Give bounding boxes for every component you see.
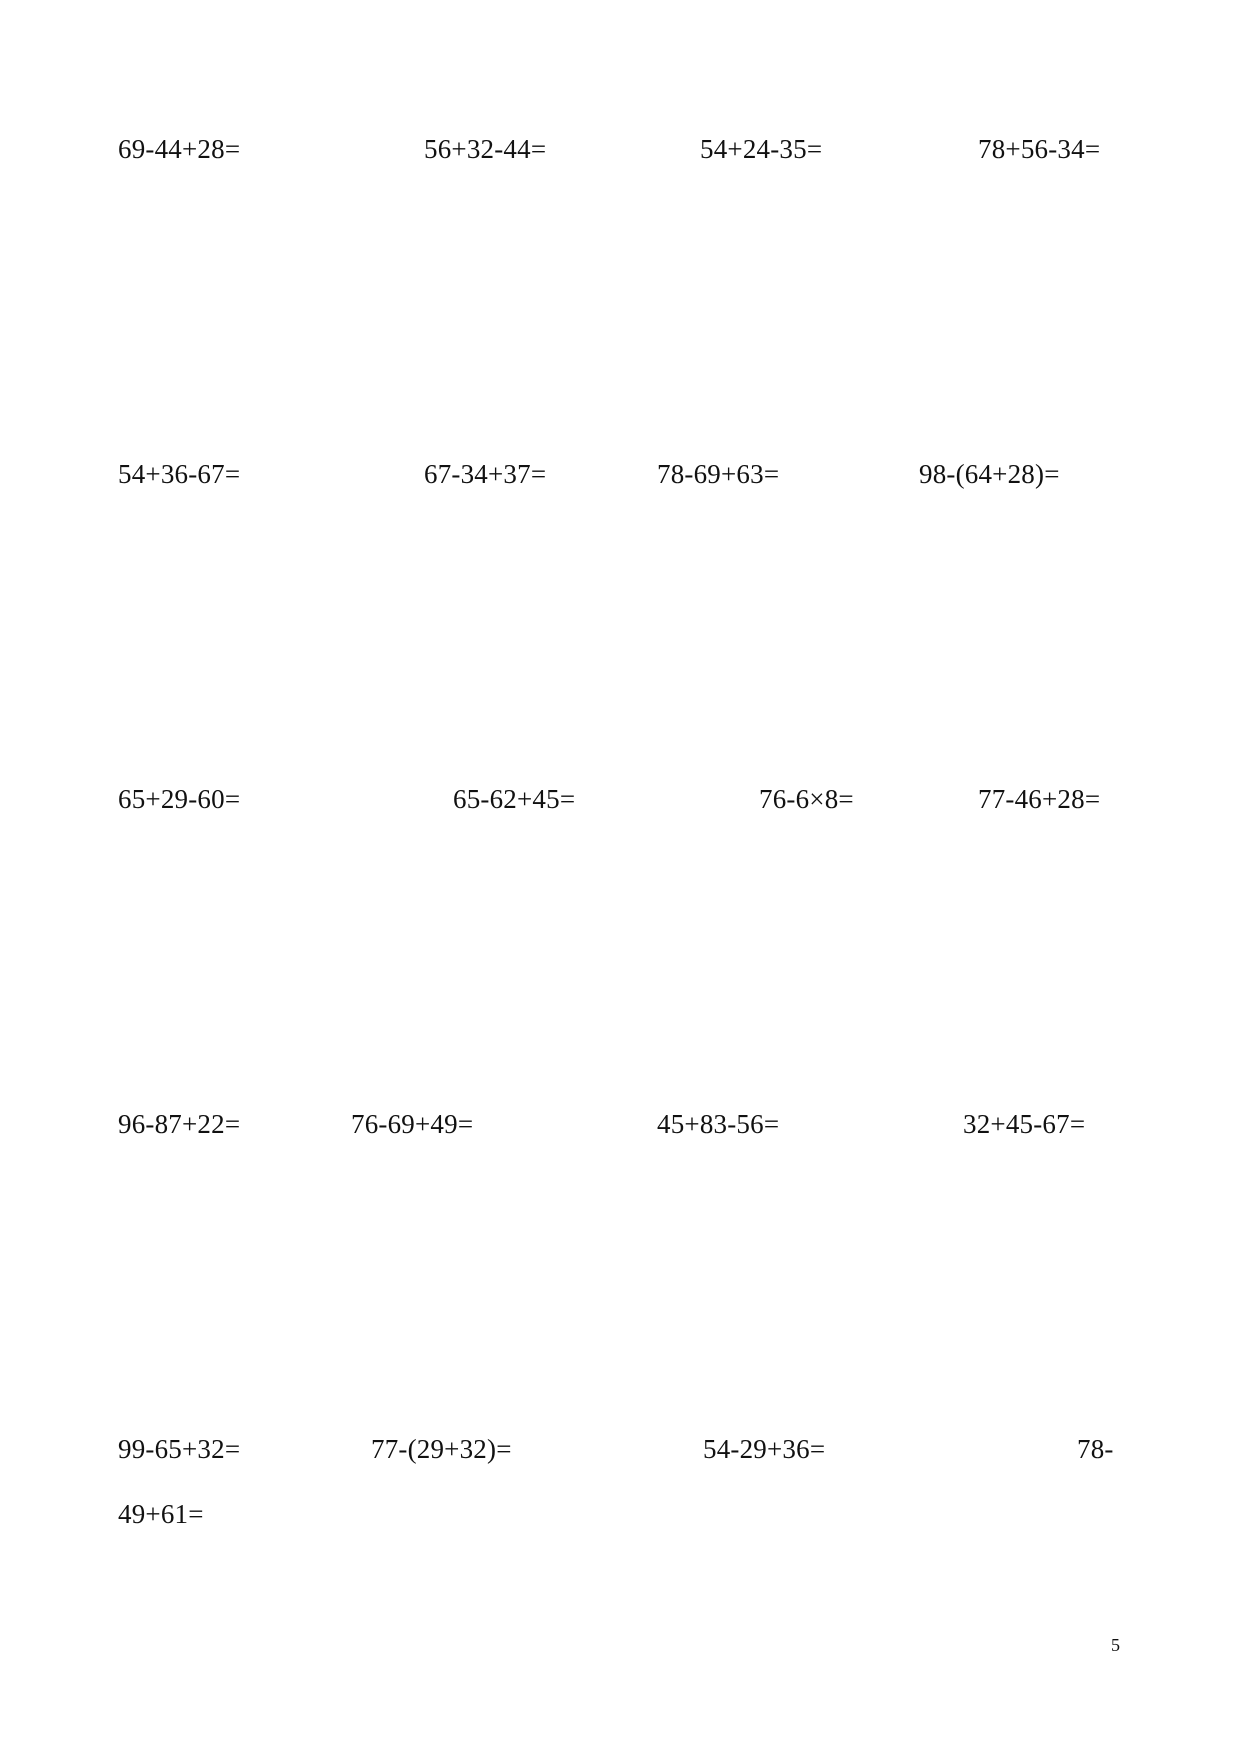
math-problem: 32+45-67= — [963, 1109, 1086, 1139]
math-problem-continuation: 49+61= — [118, 1499, 204, 1529]
math-problem: 54-29+36= — [703, 1434, 826, 1464]
math-problem: 54+24-35= — [700, 134, 823, 164]
math-problem: 78+56-34= — [978, 134, 1101, 164]
math-problem: 56+32-44= — [424, 134, 547, 164]
math-problem: 96-87+22= — [118, 1109, 241, 1139]
page-number: 5 — [1111, 1635, 1120, 1655]
math-problem: 45+83-56= — [657, 1109, 780, 1139]
math-problem: 77-46+28= — [978, 784, 1101, 814]
math-problem: 78-69+63= — [657, 459, 780, 489]
math-problem: 65-62+45= — [453, 784, 576, 814]
math-problem: 98-(64+28)= — [919, 459, 1060, 489]
math-problem: 76-6×8= — [759, 784, 854, 814]
math-problem: 54+36-67= — [118, 459, 241, 489]
math-problem: 65+29-60= — [118, 784, 241, 814]
math-problem: 99-65+32= — [118, 1434, 241, 1464]
math-problem-start: 78- — [1077, 1434, 1114, 1464]
math-problem: 76-69+49= — [351, 1109, 474, 1139]
math-problem: 77-(29+32)= — [371, 1434, 512, 1464]
math-problem: 67-34+37= — [424, 459, 547, 489]
math-problem: 69-44+28= — [118, 134, 241, 164]
